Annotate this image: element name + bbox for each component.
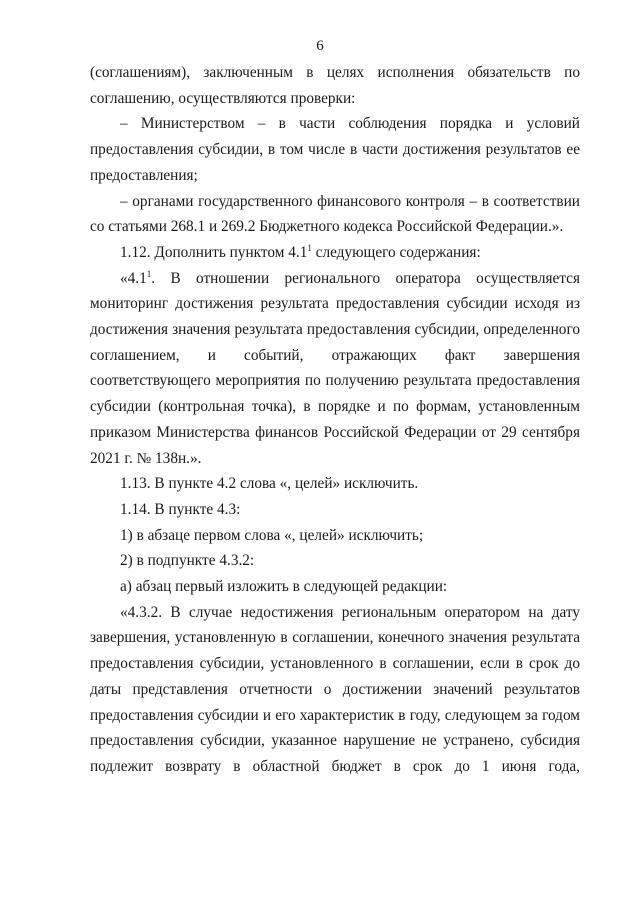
item-1-12-text: 1.12. Дополнить пунктом 4.1 xyxy=(120,243,308,261)
document-body xyxy=(90,60,580,780)
page-number: 6 xyxy=(316,38,324,54)
paragraph-item-1-14: 1.14. В пункте 4.3: xyxy=(120,500,241,518)
paragraph-subitem-2: 2) в подпункте 4.3.2: xyxy=(120,552,255,570)
item-4-1-1-text: . В отношении регионального оператора осуществляется мониторинг достижения результата предоставления субсидии исходя из достижения значения результата предоставления субсидии, определенного соглашением, и событий, отражающих факт завершения соответствующего мероприятия по получению результата предоставления субсидии (контрольная точка), в порядке и по формам, установленным приказом Министерства финансов Российской Федерации от 29 сентября 2021 г. № 138н.». xyxy=(90,269,580,467)
item-1-12-text-end: следующего содержания: xyxy=(311,243,481,261)
paragraph-inspections-intro: (соглашениям), заключенным в целях исполнения обязательств по соглашению, осуществляются проверки: xyxy=(90,64,580,107)
paragraph-subitem-1: 1) в абзаце первом слова «, целей» исключить; xyxy=(120,526,424,544)
paragraph-item-4-1-1 xyxy=(90,266,580,472)
paragraph-item-1-13: 1.13. В пункте 4.2 слова «, целей» исключить. xyxy=(120,475,419,493)
item-1-12-superscript: 1 xyxy=(307,242,312,253)
paragraph-item-1-12 xyxy=(90,240,580,266)
item-4-1-1-superscript: 1 xyxy=(146,268,152,279)
paragraph-item-4-3-2: «4.3.2. В случае недостижения региональным оператором на дату завершения, установленную в соглашении, конечного значения результата предоставления субсидии, установленного в соглашении, если в срок до даты представления отчетности о достижении значений результатов предоставления субсидии и его характеристик в году, следующем за годом предоставления субсидии, указанное нарушение не устранено, субсидия подлежит возврату в областной бюджет в срок до 1 июня года, xyxy=(90,603,580,775)
item-4-1-1-lead: «4.1 xyxy=(120,269,147,287)
paragraph-subitem-a: а) абзац первый изложить в следующей редакции: xyxy=(120,578,448,596)
paragraph-financial-control: – органами государственного финансового контроля – в соответствии со статьями 268.1 и 269.2 Бюджетного кодекса Российской Федерации.». xyxy=(90,192,580,236)
paragraph-ministry-checks: – Министерством – в части соблюдения порядка и условий предоставления субсидии, в том числе в части достижения результатов ее предоставления; xyxy=(90,115,580,184)
